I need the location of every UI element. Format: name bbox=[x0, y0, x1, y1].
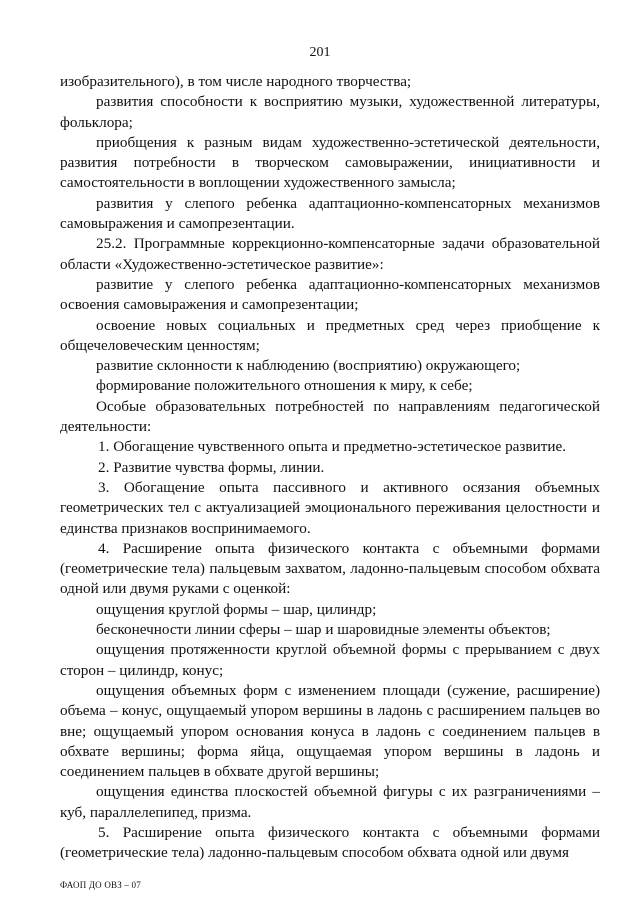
paragraph-1: изобразительного), в том числе народного творчества; bbox=[60, 73, 412, 90]
paragraph-15: ощущения единства плоскостей объемной фигуры с их разграничениями – куб, параллелепипед, призма. bbox=[60, 783, 600, 821]
paragraph-4: развития у слепого ребенка адаптационно-компенсаторных механизмов самовыражения и самопрезентации. bbox=[60, 194, 600, 233]
paragraph-14: ощущения объемных форм с изменением площади (сужение, расширение) объема – конус, ощущаемый упором вершины в ладонь с расширением пальцев во вне; ощущаемый упором основания конуса в ладонь с соединением пальцев в обхвате вершины; форма яйца, ощущаемая упором вершины в ладонь и соединением пальцев в обхвате другой вершины; bbox=[60, 681, 600, 781]
paragraph-2: развития способности к восприятию музыки, художественной литературы, фольклора; bbox=[60, 93, 600, 131]
paragraph-6: развитие у слепого ребенка адаптационно-компенсаторных механизмов освоения самовыражения и самопрезентации; bbox=[60, 275, 600, 314]
paragraph-7: освоение новых социальных и предметных сред через приобщение к общечеловеческим ценностям; bbox=[60, 316, 600, 354]
paragraph-5: 25.2. Программные коррекционно-компенсаторные задачи образовательной области «Художественно-эстетическое развитие»: bbox=[60, 235, 600, 273]
paragraph-9: формирование положительного отношения к миру, к себе; bbox=[96, 377, 473, 395]
paragraph-8: развитие склонности к наблюдению (восприятию) окружающего; bbox=[96, 357, 521, 375]
footer-document-code: ФАОП ДО ОВЗ – 07 bbox=[60, 880, 141, 890]
paragraph-12: бесконечности линии сферы – шар и шаровидные элементы объектов; bbox=[96, 621, 551, 639]
page-number: 201 bbox=[309, 45, 331, 60]
list-item-2: 2. Развитие чувства формы, линии. bbox=[98, 458, 325, 476]
document-body bbox=[60, 72, 600, 864]
list-item-3: 3. Обогащение опыта пассивного и активного осязания объемных геометрических тел с актуализацией эмоционального переживания целостности и единства признаков воспринимаемого. bbox=[60, 478, 600, 537]
list-item-1: 1. Обогащение чувственного опыта и предметно-эстетическое развитие. bbox=[98, 438, 567, 456]
paragraph-11: ощущения круглой формы – шар, цилиндр; bbox=[96, 600, 377, 618]
paragraph-10: Особые образовательных потребностей по направлениям педагогической деятельности: bbox=[60, 397, 600, 436]
paragraph-13: ощущения протяженности круглой объемной формы с прерыванием с двух сторон – цилиндр, конус; bbox=[60, 641, 600, 679]
paragraph-3: приобщения к разным видам художественно-эстетической деятельности, развития потребности в творческом самовыражении, инициативности и самостоятельности в воплощении художественного замысла; bbox=[60, 133, 600, 192]
list-item-5: 5. Расширение опыта физического контакта с объемными формами (геометрические тела) ладонно-пальцевым способом обхвата одной или двумя bbox=[60, 823, 600, 862]
list-item-4: 4. Расширение опыта физического контакта с объемными формами (геометрические тела) пальцевым захватом, ладонно-пальцевым способом обхвата одной или двумя руками с оценкой: bbox=[60, 539, 600, 598]
